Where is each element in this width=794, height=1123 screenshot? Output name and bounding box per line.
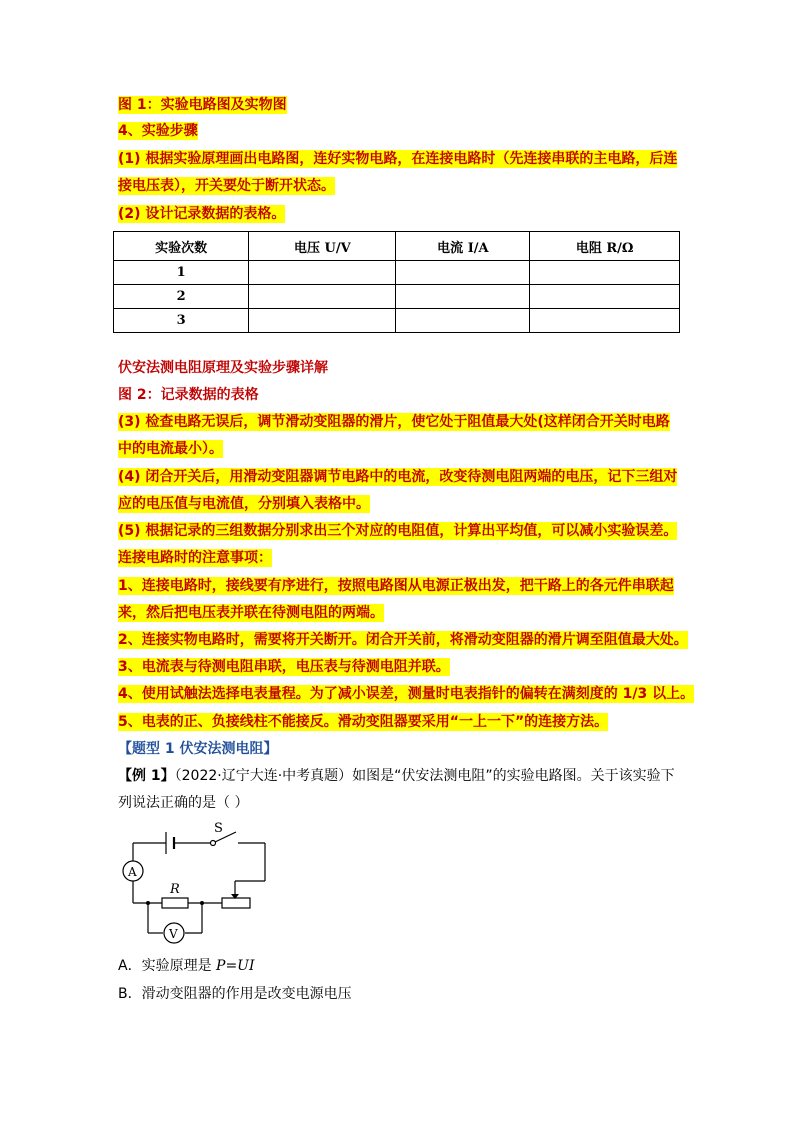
example-line2: 列说法正确的是（ ）	[118, 795, 249, 811]
option-a	[118, 956, 255, 976]
steps-heading: 4、实验步骤	[118, 123, 198, 139]
table-row	[114, 285, 680, 309]
example-line1	[118, 766, 675, 786]
step2: (2) 设计记录数据的表格。	[118, 206, 286, 222]
step5: (5) 根据记录的三组数据分别求出三个对应的电阻值，计算出平均值，可以减小实验误差。	[118, 523, 678, 539]
junction-dot	[146, 901, 150, 905]
table-cell	[396, 261, 530, 285]
voltmeter-label: V	[169, 927, 178, 941]
resistor-r	[162, 898, 188, 908]
table-cell: 3	[114, 309, 249, 333]
option-a-formula: P=UI	[216, 958, 255, 974]
example-source: （2022·辽宁大连·中考真题）	[174, 768, 353, 784]
table-cell: 2	[114, 285, 249, 309]
option-a-text: A．实验原理是	[118, 958, 217, 974]
option-b: B．滑动变阻器的作用是改变电源电压	[118, 986, 352, 1002]
step3-line1: (3) 检查电路无误后，调节滑动变阻器的滑片，使它处于阻值最大处(这样闭合开关时电路	[118, 414, 670, 430]
table-cell	[249, 309, 396, 333]
table-cell: 1	[114, 261, 249, 285]
circuit-diagram	[118, 818, 278, 948]
data-record-table	[113, 231, 680, 333]
step1-line2: 接电压表），开关要处于断开状态。	[118, 178, 335, 194]
step4-line1: (4) 闭合开关后，用滑动变阻器调节电路中的电流，改变待测电阻两端的电压，记下三组对	[118, 469, 678, 485]
resistor-label: R	[170, 882, 180, 897]
junction-dot	[200, 901, 204, 905]
table-header-row	[114, 232, 680, 261]
step3-line2: 中的电流最小）。	[118, 441, 223, 457]
table-row	[114, 309, 680, 333]
table-cell	[396, 285, 530, 309]
rheostat	[222, 898, 250, 908]
notes-heading: 连接电路时的注意事项：	[118, 550, 272, 566]
note4: 4、使用试触法选择电表量程。为了减小误差，测量时电表指针的偏转在满刻度的 1/3 以上。	[118, 686, 695, 702]
switch-contact	[211, 841, 216, 846]
table-cell	[396, 309, 530, 333]
note1-line1: 1、连接电路时，接线要有序进行，按照电路图从电源正极出发，把干路上的各元件串联起	[118, 578, 674, 594]
figure1-caption: 图 1：实验电路图及实物图	[118, 97, 287, 113]
table-cell	[530, 309, 680, 333]
table-header-cell: 电阻 R/Ω	[530, 232, 680, 261]
switch-label: S	[214, 821, 223, 836]
question-type: 【题型 1 伏安法测电阻】	[118, 741, 278, 757]
table-row	[114, 261, 680, 285]
table-cell	[530, 285, 680, 309]
note5: 5、电表的正、负接线柱不能接反。滑动变阻器要采用“一上一下”的连接方法。	[118, 714, 609, 730]
table-cell	[249, 261, 396, 285]
table-header-cell: 电压 U/V	[249, 232, 396, 261]
table-cell	[530, 261, 680, 285]
note1-line2: 来，然后把电压表并联在待测电阻的两端。	[118, 605, 384, 621]
figure2-caption: 图 2：记录数据的表格	[118, 387, 259, 403]
step4-line2: 应的电压值与电流值，分别填入表格中。	[118, 496, 370, 512]
ammeter-label: A	[128, 865, 137, 879]
note3: 3、电流表与待测电阻串联，电压表与待测电阻并联。	[118, 659, 450, 675]
example-label: 【例 1】	[118, 768, 175, 784]
note2: 2、连接实物电路时，需要将开关断开。闭合开关前，将滑动变阻器的滑片调至阻值最大处。	[118, 632, 688, 648]
step1-line1: (1) 根据实验原理画出电路图，连好实物电路，在连接电路时（先连接串联的主电路，后连	[118, 151, 678, 167]
example-text: 如图是“伏安法测电阻”的实验电路图。关于该实验下	[352, 768, 675, 784]
table-header-cell: 实验次数	[114, 232, 249, 261]
table-header-cell: 电流 I/A	[396, 232, 530, 261]
table-cell	[249, 285, 396, 309]
section-title: 伏安法测电阻原理及实验步骤详解	[118, 360, 328, 376]
